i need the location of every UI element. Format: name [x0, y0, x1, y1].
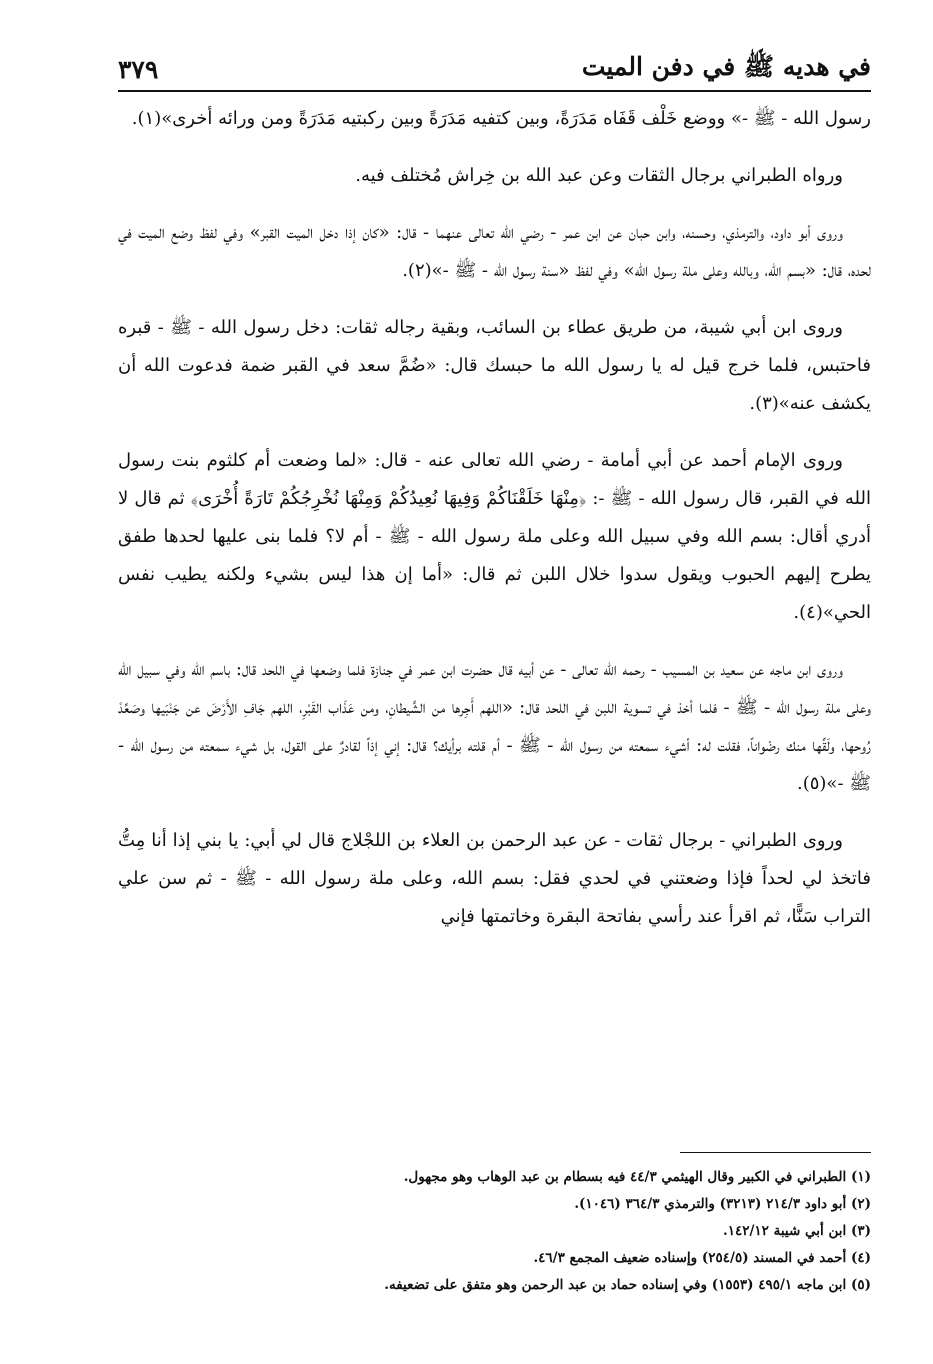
running-title: في هديه ﷺ في دفن الميت	[581, 51, 871, 81]
paragraph-continuation: رسول الله - ﷺ -» ووضع خَلْف قَفَاه مَدَرَةً، وبين كتفيه مَدَرَةً وبين ركبتيه مَدَرَةً ومن ورائه أخرى»(١).	[131, 108, 871, 129]
footnotes	[118, 1164, 871, 1299]
paragraph: وروى أبو داود، والترمذي، وحسنه، وابن حبان عن ابن عمر - رضي الله تعالى عنهما - قال: «كان إذا دخل الميت القبر» وفي لفظ وضع الميت في لحده، قال: «بسم الله، وبالله وعلى ملة رسول الله» وفي لفظ «سنة رسول الله - ﷺ -»(٢).	[118, 222, 871, 281]
paragraph: وروى ابن ماجه عن سعيد بن المسيب - رحمه الله تعالى - عن أبيه قال حضرت ابن عمر في جنازة فلما وضعها في اللحد قال: باسم الله وفي سبيل الله وعلى ملة رسول الله - ﷺ - فلما أخذ في تسوية اللبن في اللحد قال: «اللهم أَجِرها من الشَّيطانِ، ومن عَذَاب القَبْرِ، اللهم جَافِ الأَرْضَ عن جَنْبَيها وصَعِّدْ رُوحها، ولَقِّها منك رضْواناً، فقلت له: أشيء سمعته من رسول الله - ﷺ - أم قلته برأيك؟ قال: إني إذاً لقادرٌ على القول، بل شيء سمعته من رسول الله - ﷺ -»(٥).	[118, 659, 871, 794]
footnote: (٥) ابن ماجه ٤٩٥/١ (١٥٥٣) وفي إسناده حماد بن عبد الرحمن وهو متفق على تضعيفه.	[384, 1277, 871, 1293]
footnote: (١) الطبراني في الكبير وقال الهيثمي ٤٤/٣ فيه بسطام بن عبد الوهاب وهو مجهول.	[403, 1169, 871, 1185]
footnote: (٣) ابن أبي شيبة ١٤٢/١٢.	[723, 1223, 871, 1239]
paragraph: ورواه الطبراني برجال الثقات وعن عبد الله بن خِراش مُختلف فيه.	[355, 165, 843, 186]
paragraph: وروى الإمام أحمد عن أبي أمامة - رضي الله تعالى عنه - قال: «لما وضعت أم كلثوم بنت رسول الله في القبر، قال رسول الله - ﷺ -: ﴿مِنْهَا خَلَقْنَاكُمْ وَفِيهَا نُعِيدُكُمْ وَمِنْهَا نُخْرِجُكُمْ تَارَةً أُخْرَى﴾ ثم قال لا أدري أقال: بسم الله وفي سبيل الله وعلى ملة رسول الله - ﷺ - أم لا؟ فلما بنى عليها لحدها طفق يطرح إليهم الحبوب ويقول سدوا خلال اللبن ثم قال: «أما إن هذا ليس بشيء ولكنه يطيب نفس الحي»(٤).	[118, 450, 871, 623]
footnote: (٤) أحمد في المسند (٢٥٤/٥) وإسناده ضعيف المجمع ٤٦/٣.	[533, 1250, 871, 1266]
footnote: (٢) أبو داود ٢١٤/٣ (٣٢١٣) والترمذي ٣٦٤/٣ (١٠٤٦).	[574, 1196, 871, 1212]
footnote-separator	[680, 1152, 871, 1153]
running-header	[118, 48, 871, 90]
page-number: ٣٧٩	[118, 54, 159, 84]
paragraph: وروى الطبراني - برجال ثقات - عن عبد الرحمن بن العلاء بن اللجْلاج قال لي أبي: يا بني إذا أنا مِتُّ فاتخذ لي لحداً فإذا وضعتني في لحدي فقل: بسم الله، وعلى ملة رسول الله - ﷺ - ثم سن علي التراب سَنًّا، ثم اقرأ عند رأسي بفاتحة البقرة وخاتمتها فإني	[118, 830, 871, 927]
paragraph: وروى ابن أبي شيبة، من طريق عطاء بن السائب، وبقية رجاله ثقات: دخل رسول الله - ﷺ - قبره فاحتبس، فلما خرج قيل له يا رسول الله ما حبسك قال: «ضُمَّ سعد في القبر ضمة فدعوت الله أن يكشف عنه»(٣).	[118, 317, 871, 414]
header-rule	[118, 90, 871, 92]
body-text	[118, 100, 871, 955]
